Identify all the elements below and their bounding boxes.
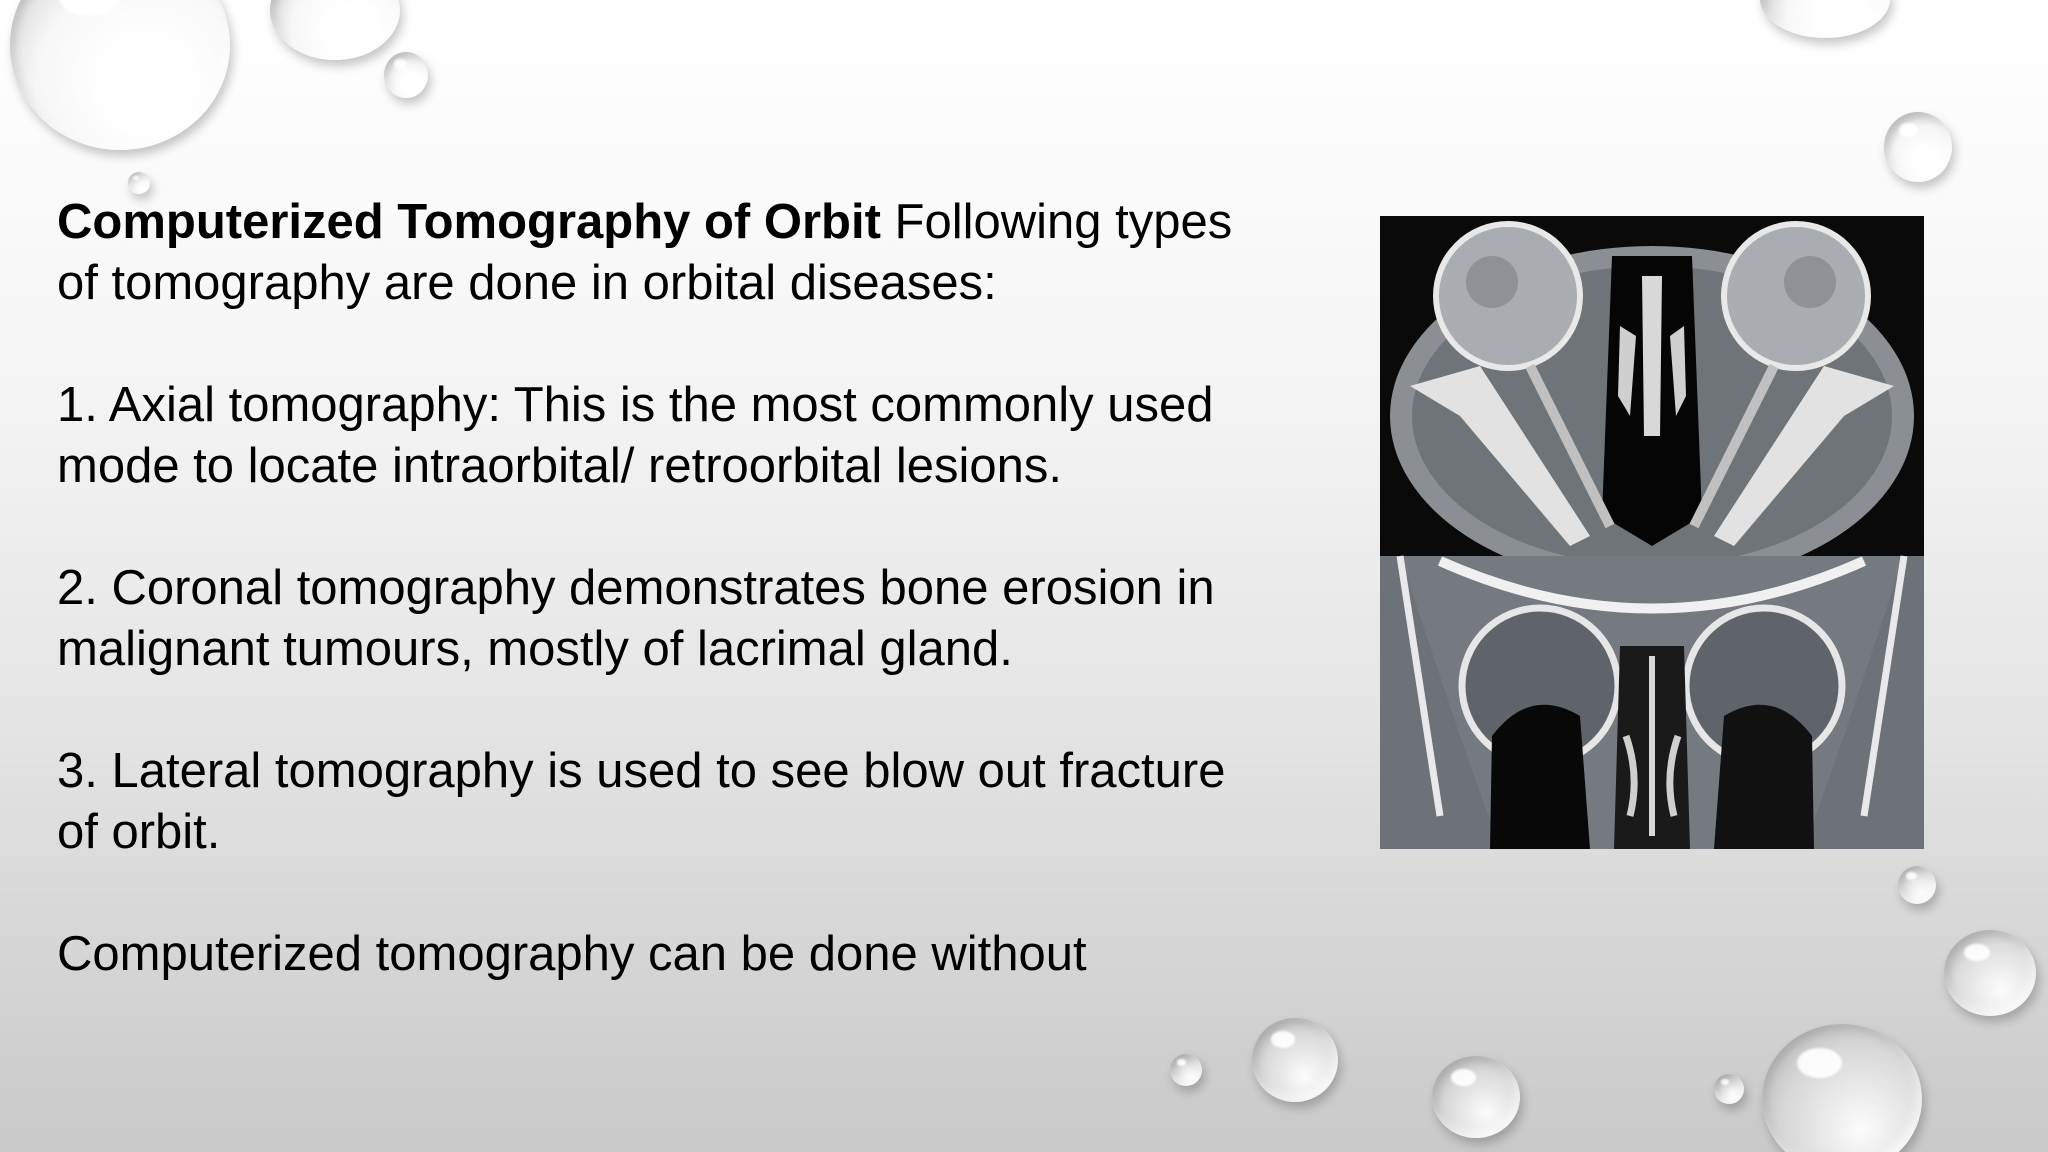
water-drop-decoration xyxy=(384,52,428,98)
list-item-axial: 1. Axial tomography: This is the most commonly used mode to locate intraorbital/ retroorbital lesions. xyxy=(57,378,1214,493)
slide-body-text xyxy=(57,192,1237,1152)
water-drop-decoration xyxy=(1760,0,1890,38)
list-item-coronal: 2. Coronal tomography demonstrates bone erosion in malignant tumours, mostly of lacrimal gland. xyxy=(57,561,1215,676)
water-drop-decoration xyxy=(1884,112,1952,182)
water-drop-decoration xyxy=(1762,1024,1922,1152)
intro-paragraph xyxy=(57,192,1237,314)
water-drop-decoration xyxy=(1252,1018,1338,1102)
list-item-ct-without: Computerized tomography can be done without xyxy=(57,927,1087,981)
water-drop-decoration xyxy=(270,0,400,60)
ct-scan-orbit-image xyxy=(1380,216,1924,849)
ct-scan-illustration xyxy=(1380,216,1924,849)
slide-heading: Computerized Tomography of Orbit xyxy=(57,195,881,249)
water-drop-decoration xyxy=(1898,866,1936,904)
water-drop-decoration xyxy=(1432,1056,1520,1138)
intro-text: Following types of tomography are done in orbital diseases: xyxy=(57,195,1233,310)
water-drop-decoration xyxy=(128,172,150,194)
water-drop-decoration xyxy=(10,0,230,150)
water-drop-decoration xyxy=(1944,930,2036,1016)
list-item-lateral: 3. Lateral tomography is used to see blow out fracture of orbit. xyxy=(57,744,1226,859)
water-drop-decoration xyxy=(1714,1074,1744,1104)
